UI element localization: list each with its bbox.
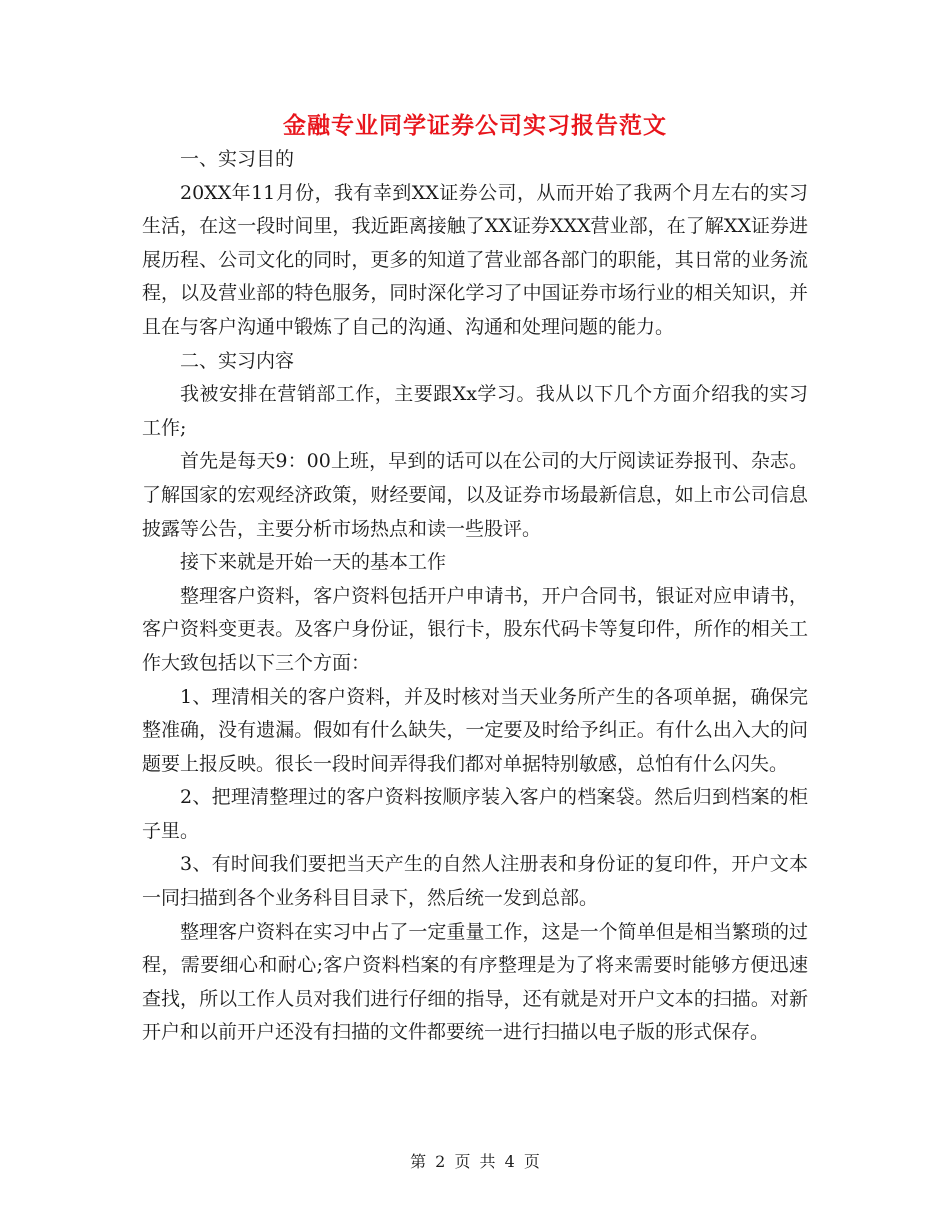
paragraph-basic-work: 接下来就是开始一天的基本工作 [180,551,447,574]
list-item-1: 1、理清相关的客户资料，并及时核对当天业务所产生的各项单据，确保完整准确，没有遗漏。假如有什么缺失，一定要及时给予纠正。有什么出入大的问题要上报反映。很长一段时间弄得我们都对单据特别敏感，总怕有什么闪失。 [142,685,808,775]
paragraph-assignment: 我被安排在营销部工作，主要跟Xx学习。我从以下几个方面介绍我的实习工作; [142,383,808,439]
list-item-2: 2、把理清整理过的客户资料按顺序装入客户的档案袋。然后归到档案的柜子里。 [142,786,808,842]
document-title: 金融专业同学证券公司实习报告范文 [283,112,667,139]
section-heading-purpose: 一、实习目的 [180,148,295,170]
paragraph-client-records: 整理客户资料，客户资料包括开户申请书，开户合同书，银证对应申请书，客户资料变更表。及客户身份证，银行卡，股东代码卡等复印件，所作的相关工作大致包括以下三个方面： [142,584,808,674]
paragraph-daily-start: 首先是每天9：00上班，早到的话可以在公司的大厅阅读证券报刊、杂志。了解国家的宏观经济政策，财经要闻，以及证券市场最新信息，如上市公司信息披露等公告，主要分析市场热点和读一些股评。 [142,450,808,540]
page-number-footer: 第 2 页 共 4 页 [410,1152,540,1171]
paragraph-purpose: 20XX年11月份，我有幸到XX证券公司，从而开始了我两个月左右的实习生活，在这一段时间里，我近距离接触了XX证券XXX营业部，在了解XX证券进展历程、公司文化的同时，更多的知道了营业部各部门的职能，其日常的业务流程，以及营业部的特色服务，同时深化学习了中国证券市场行业的相关知识，并且在与客户沟通中锻炼了自己的沟通、沟通和处理问题的能力。 [142,181,808,338]
document-body [142,143,808,1050]
paragraph-summary: 整理客户资料在实习中占了一定重量工作，这是一个简单但是相当繁琐的过程，需要细心和耐心;客户资料档案的有序整理是为了将来需要时能够方便迅速查找，所以工作人员对我们进行仔细的指导，还有就是对开户文本的扫描。对新开户和以前开户还没有扫描的文件都要统一进行扫描以电子版的形式保存。 [142,920,808,1044]
list-item-3: 3、有时间我们要把当天产生的自然人注册表和身份证的复印件，开户文本一同扫描到各个业务科目目录下，然后统一发到总部。 [142,853,808,910]
section-heading-content: 二、实习内容 [180,349,295,372]
